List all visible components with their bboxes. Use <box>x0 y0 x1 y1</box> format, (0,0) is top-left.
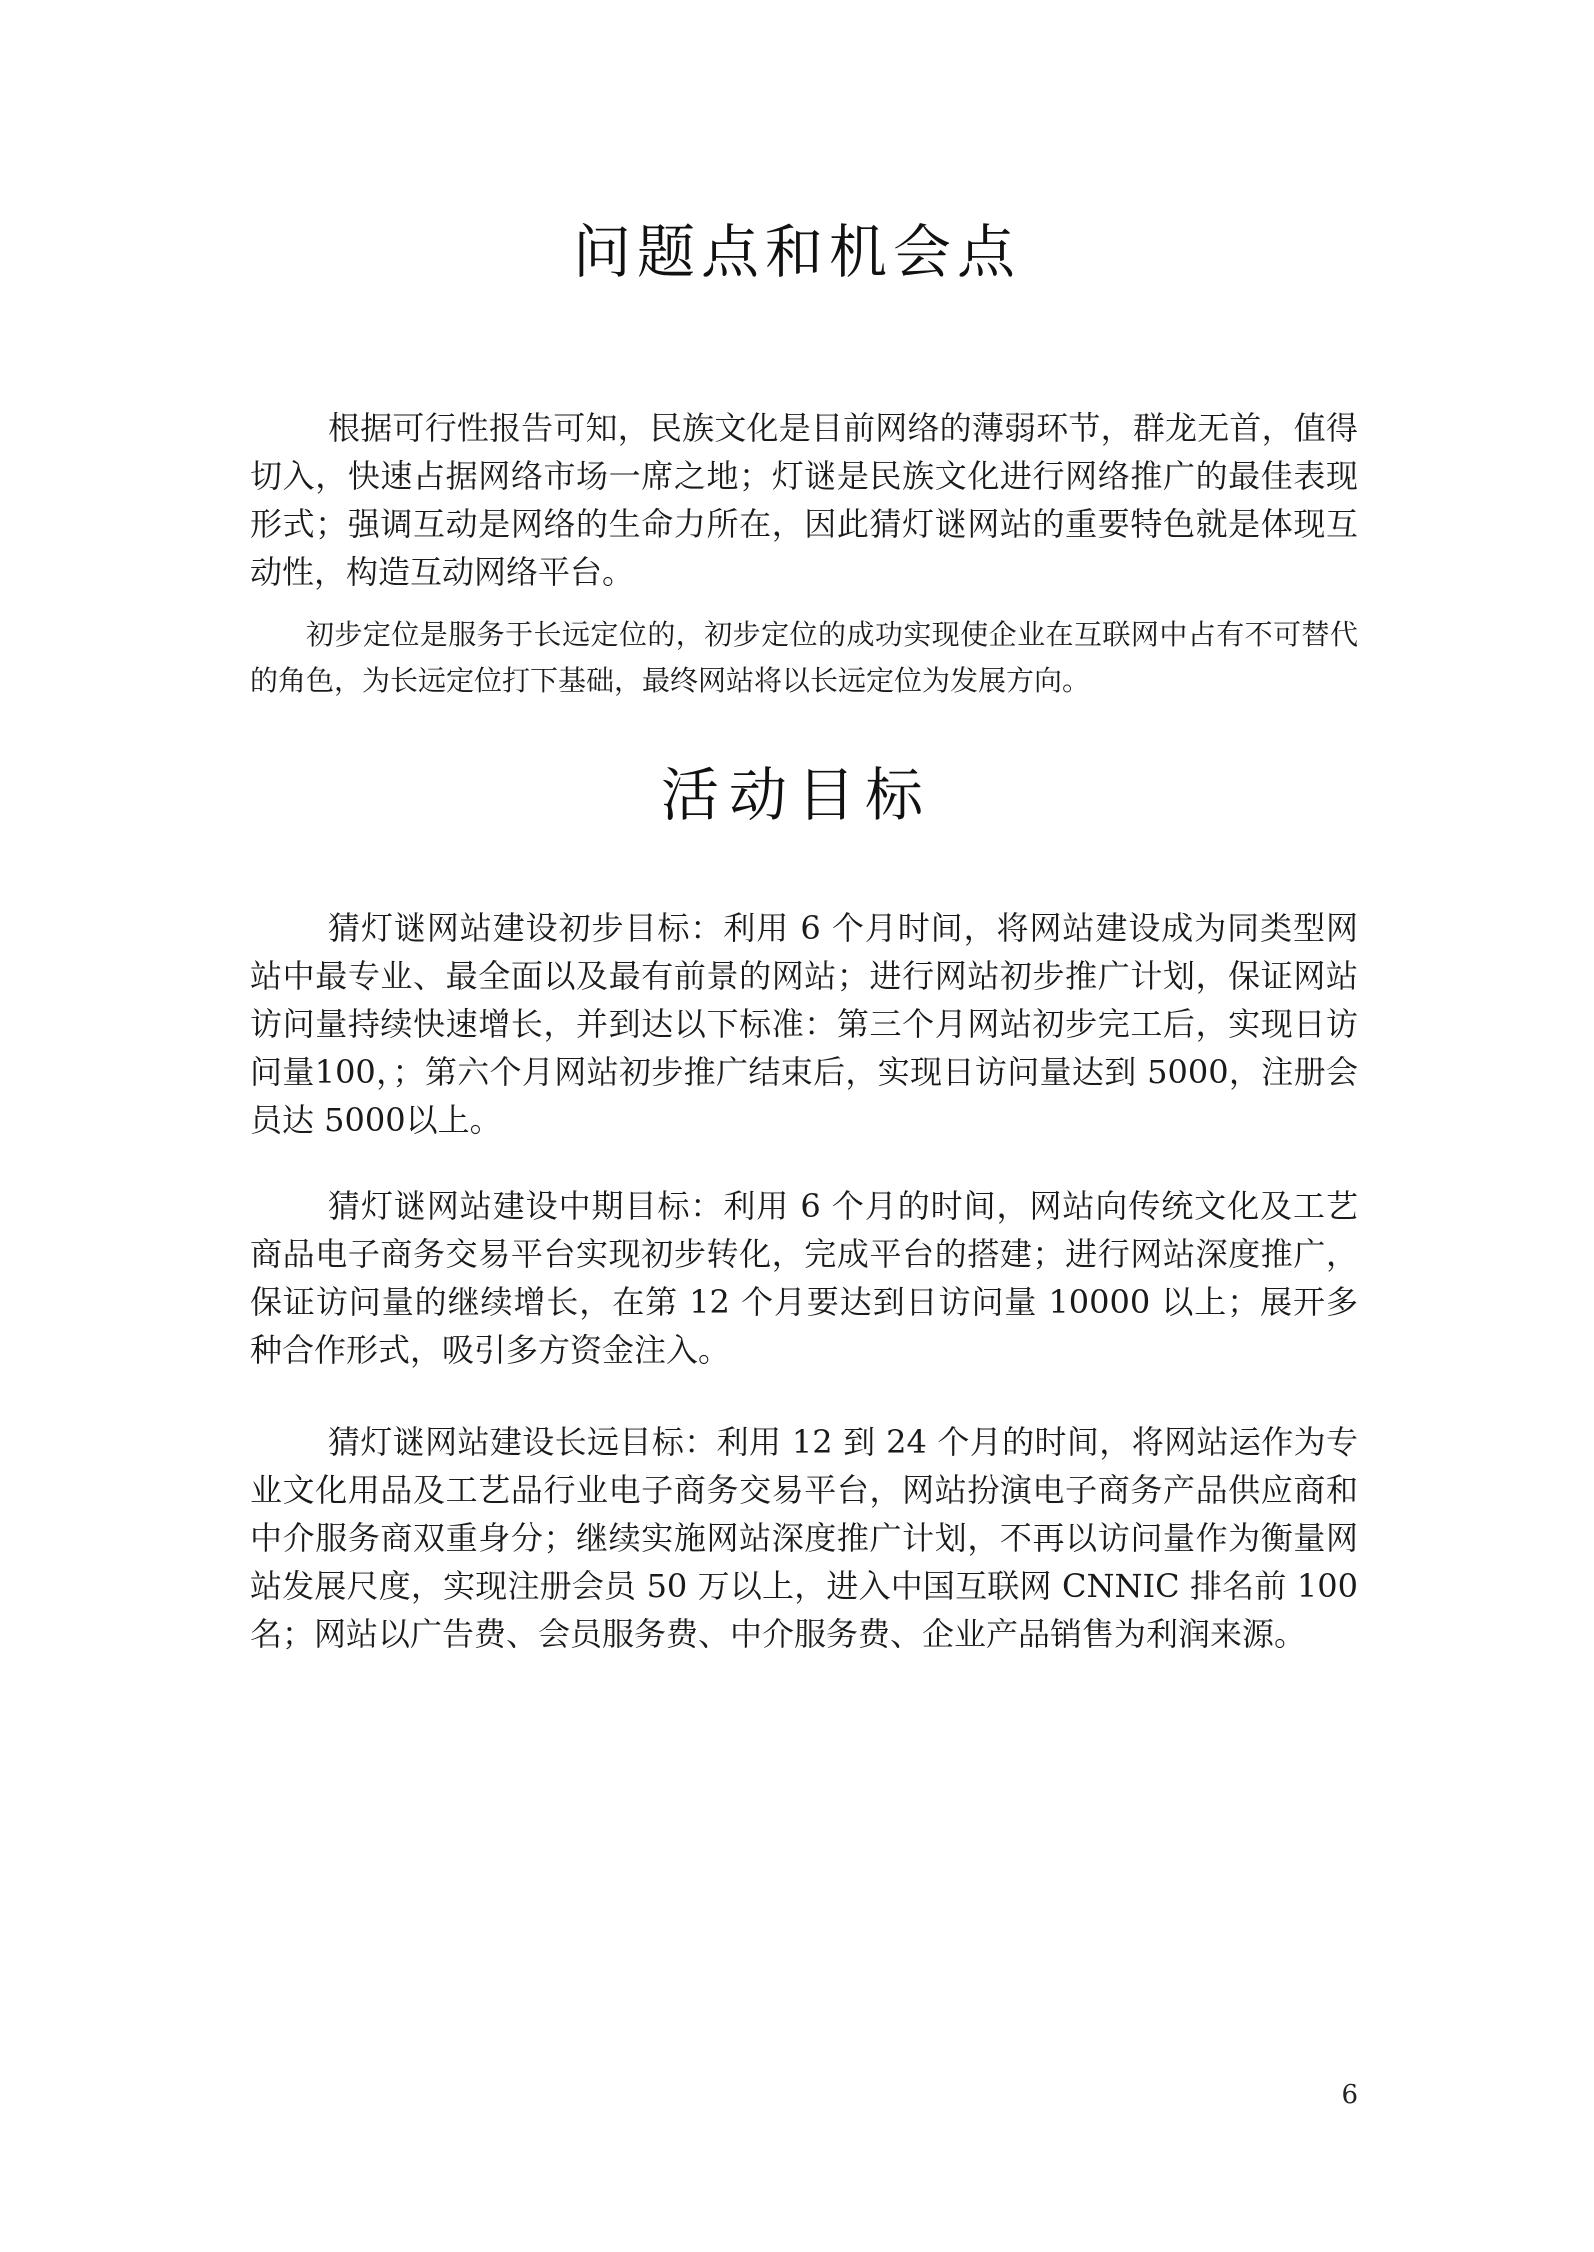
paragraph-midterm-goal: 猜灯谜网站建设中期目标：利用 6 个月的时间，网站向传统文化及工艺商品电子商务交易平台实现初步转化，完成平台的搭建；进行网站深度推广，保证访问量的继续增长，在第 12 个月要达到日访问量 10000 以上；展开多种合作形式，吸引多方资金注入。 <box>250 1187 1358 1369</box>
page-number: 6 <box>1341 2080 1358 2110</box>
section-title-activity-goals: 活动目标 <box>660 761 933 829</box>
paragraph-longterm-goal: 猜灯谜网站建设长远目标：利用 12 到 24 个月的时间，将网站运作为专业文化用品及工艺品行业电子商务交易平台，网站扮演电子商务产品供应商和中介服务商双重身分；继续实施网站深度推广计划，不再以访问量作为衡量网站发展尺度，实现注册会员 50 万以上，进入中国互联网 CNNIC 排名前 100 名；网站以广告费、会员服务费、中介服务费、企业产品销售为利润来源。 <box>250 1423 1358 1653</box>
paragraph-feasibility-summary: 根据可行性报告可知，民族文化是目前网络的薄弱环节，群龙无首，值得切入，快速占据网络市场一席之地；灯谜是民族文化进行网络推广的最佳表现形式；强调互动是网络的生命力所在，因此猜灯谜网站的重要特色就是体现互动性，构造互动网络平台。 <box>250 409 1358 591</box>
paragraph-initial-goal: 猜灯谜网站建设初步目标：利用 6 个月时间，将网站建设成为同类型网站中最专业、最全面以及最有前景的网站；进行网站初步推广计划，保证网站访问量持续快速增长，并到达以下标准：第三个月网站初步完工后，实现日访问量100，；第六个月网站初步推广结束后，实现日访问量达到 5000，注册会员达 5000以上。 <box>250 909 1358 1139</box>
paragraph-positioning: 初步定位是服务于长远定位的，初步定位的成功实现使企业在互联网中占有不可替代的角色，为长远定位打下基础，最终网站将以长远定位为发展方向。 <box>250 618 1358 697</box>
section-title-problems-opportunities: 问题点和机会点 <box>572 218 1021 286</box>
